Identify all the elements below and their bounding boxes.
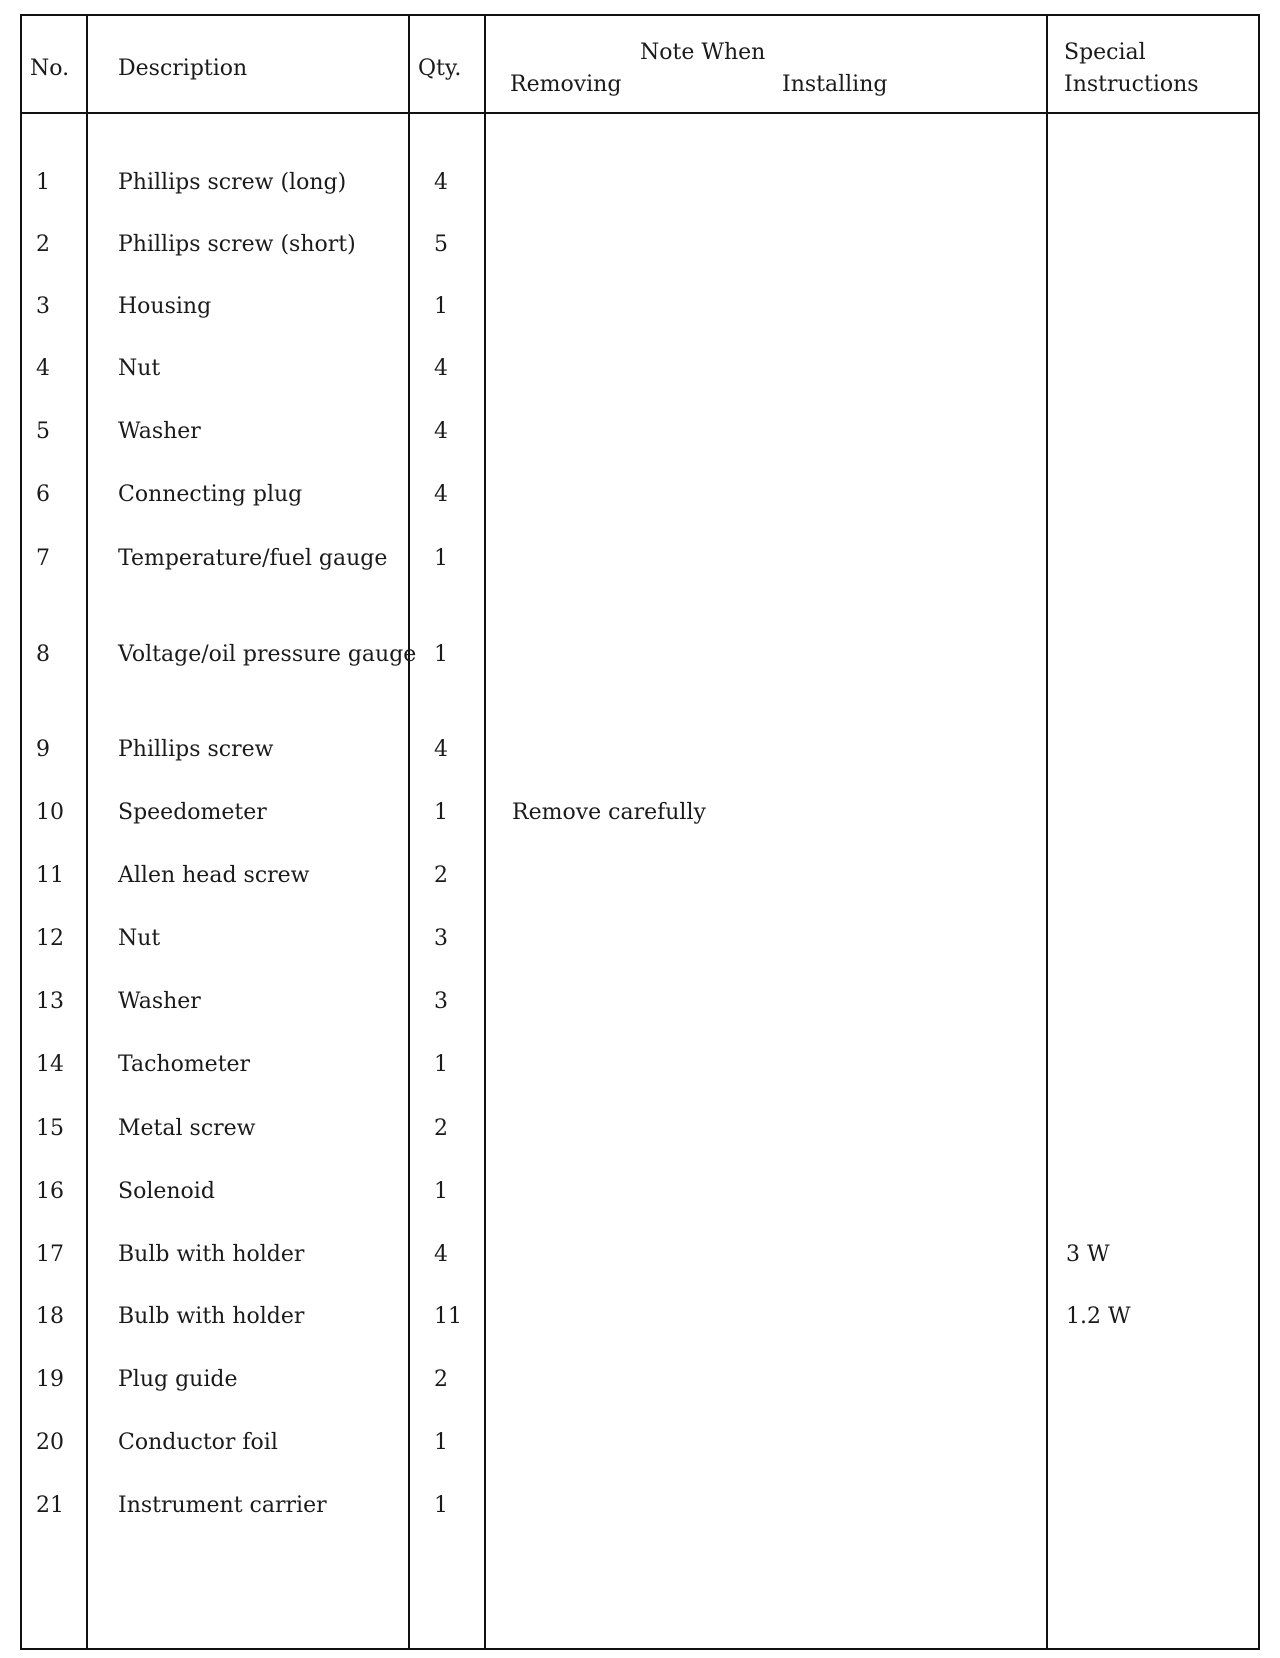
row-number: 3 [36,294,50,319]
row-quantity: 5 [434,232,448,257]
row-description: Phillips screw (long) [118,170,347,195]
row-removing-note: Remove carefully [512,800,706,825]
row-quantity: 1 [434,1179,448,1204]
row-number: 1 [36,170,50,195]
row-quantity: 4 [434,170,448,195]
row-number: 7 [36,546,50,571]
row-description: Solenoid [118,1179,215,1204]
header-note-when: Note When [640,40,766,65]
row-quantity: 4 [434,737,448,762]
column-rule-note [1046,16,1048,1648]
row-special-instructions: 1.2 W [1066,1304,1131,1329]
row-number: 17 [36,1242,64,1267]
row-number: 6 [36,482,50,507]
row-number: 8 [36,642,50,667]
row-number: 5 [36,419,50,444]
row-special-instructions: 3 W [1066,1242,1110,1267]
row-quantity: 4 [434,482,448,507]
header-instructions: Instructions [1064,72,1199,97]
row-description: Nut [118,356,161,381]
row-quantity: 11 [434,1304,462,1329]
row-number: 2 [36,232,50,257]
row-description: Phillips screw (short) [118,232,356,257]
row-number: 19 [36,1367,64,1392]
row-quantity: 2 [434,1367,448,1392]
row-description: Phillips screw [118,737,274,762]
row-number: 10 [36,800,64,825]
row-description: Speedometer [118,800,267,825]
header-qty: Qty. [418,56,462,81]
header-installing: Installing [782,72,888,97]
row-quantity: 2 [434,863,448,888]
row-quantity: 4 [434,356,448,381]
header-no: No. [30,56,70,81]
row-description: Conductor foil [118,1430,278,1455]
row-number: 14 [36,1052,64,1077]
row-number: 21 [36,1493,64,1518]
row-description: Metal screw [118,1116,256,1141]
row-quantity: 1 [434,642,448,667]
row-description: Voltage/oil pressure gauge [118,642,417,667]
row-number: 11 [36,863,64,888]
header-rule [22,112,1258,114]
row-description: Bulb with holder [118,1304,305,1329]
column-rule-no [86,16,88,1648]
row-description: Instrument carrier [118,1493,327,1518]
row-quantity: 2 [434,1116,448,1141]
row-description: Temperature/fuel gauge [118,546,388,571]
column-rule-qty [484,16,486,1648]
row-number: 12 [36,926,64,951]
row-description: Connecting plug [118,482,303,507]
row-description: Housing [118,294,212,319]
row-quantity: 1 [434,546,448,571]
row-description: Tachometer [118,1052,251,1077]
row-number: 16 [36,1179,64,1204]
row-quantity: 1 [434,294,448,319]
row-number: 18 [36,1304,64,1329]
row-description: Plug guide [118,1367,238,1392]
parts-table [20,14,1260,1650]
header-description: Description [118,56,248,81]
row-quantity: 3 [434,989,448,1014]
row-number: 15 [36,1116,64,1141]
row-description: Nut [118,926,161,951]
row-number: 13 [36,989,64,1014]
row-description: Washer [118,989,201,1014]
row-quantity: 1 [434,800,448,825]
header-special: Special [1064,40,1146,65]
row-quantity: 3 [434,926,448,951]
row-quantity: 1 [434,1493,448,1518]
row-description: Allen head screw [118,863,310,888]
row-quantity: 1 [434,1052,448,1077]
row-number: 20 [36,1430,64,1455]
row-description: Washer [118,419,201,444]
row-quantity: 1 [434,1430,448,1455]
row-number: 9 [36,737,50,762]
row-description: Bulb with holder [118,1242,305,1267]
row-quantity: 4 [434,1242,448,1267]
row-quantity: 4 [434,419,448,444]
row-number: 4 [36,356,50,381]
header-removing: Removing [510,72,622,97]
